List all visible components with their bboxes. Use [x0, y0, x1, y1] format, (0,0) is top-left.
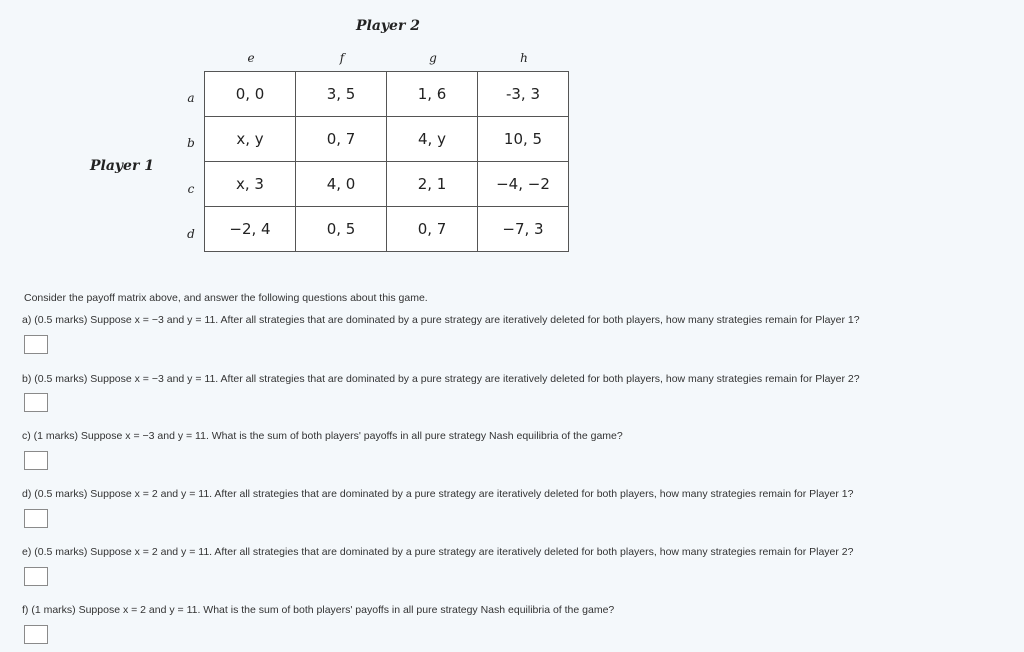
- question-f-text: f) (1 marks) Suppose x = 2 and y = 11. What is the sum of both players' payoffs in all pure strategy Nash equilibria of the game?: [22, 604, 615, 616]
- matrix-row-d: [205, 207, 569, 252]
- column-label-g: g: [429, 51, 437, 65]
- matrix-row-a: [205, 72, 569, 117]
- player1-label: Player 1: [90, 158, 154, 174]
- payoff-cell: 2, 1: [387, 162, 478, 207]
- question-b-text: b) (0.5 marks) Suppose x = −3 and y = 11. After all strategies that are dominated by a pure strategy are iteratively deleted for both players, how many strategies remain for Player 2?: [22, 373, 860, 385]
- payoff-cell: -3, 3: [478, 72, 569, 117]
- payoff-cell: 0, 7: [296, 117, 387, 162]
- payoff-cell: −4, −2: [478, 162, 569, 207]
- payoff-cell: x, y: [205, 117, 296, 162]
- payoff-cell: 0, 5: [296, 207, 387, 252]
- payoff-cell: 1, 6: [387, 72, 478, 117]
- row-label-b: b: [187, 136, 195, 150]
- payoff-cell: −2, 4: [205, 207, 296, 252]
- question-d-text: d) (0.5 marks) Suppose x = 2 and y = 11. After all strategies that are dominated by a pure strategy are iteratively deleted for both players, how many strategies remain for Player 1?: [22, 488, 854, 500]
- payoff-cell: x, 3: [205, 162, 296, 207]
- player2-label: Player 2: [356, 18, 420, 34]
- row-label-c: c: [187, 182, 195, 196]
- answer-d-input[interactable]: [24, 509, 48, 528]
- question-c-text: c) (1 marks) Suppose x = −3 and y = 11. What is the sum of both players' payoffs in all pure strategy Nash equilibria of the game?: [22, 430, 623, 442]
- intro-text: Consider the payoff matrix above, and answer the following questions about this game.: [24, 292, 428, 304]
- matrix-row-b: [205, 117, 569, 162]
- column-label-f: f: [339, 51, 345, 65]
- column-label-h: h: [520, 51, 528, 65]
- column-label-e: e: [247, 51, 255, 65]
- payoff-cell: 4, y: [387, 117, 478, 162]
- matrix-row-c: [205, 162, 569, 207]
- answer-c-input[interactable]: [24, 451, 48, 470]
- payoff-cell: 10, 5: [478, 117, 569, 162]
- payoff-cell: 3, 5: [296, 72, 387, 117]
- payoff-cell: 0, 7: [387, 207, 478, 252]
- payoff-cell: 4, 0: [296, 162, 387, 207]
- row-label-d: d: [187, 227, 195, 241]
- answer-f-input[interactable]: [24, 625, 48, 644]
- payoff-matrix: [204, 71, 569, 252]
- question-e-text: e) (0.5 marks) Suppose x = 2 and y = 11. After all strategies that are dominated by a pure strategy are iteratively deleted for both players, how many strategies remain for Player 2?: [22, 546, 854, 558]
- answer-a-input[interactable]: [24, 335, 48, 354]
- answer-e-input[interactable]: [24, 567, 48, 586]
- row-label-a: a: [187, 91, 195, 105]
- answer-b-input[interactable]: [24, 393, 48, 412]
- payoff-cell: −7, 3: [478, 207, 569, 252]
- payoff-cell: 0, 0: [205, 72, 296, 117]
- question-a-text: a) (0.5 marks) Suppose x = −3 and y = 11. After all strategies that are dominated by a pure strategy are iteratively deleted for both players, how many strategies remain for Player 1?: [22, 314, 860, 326]
